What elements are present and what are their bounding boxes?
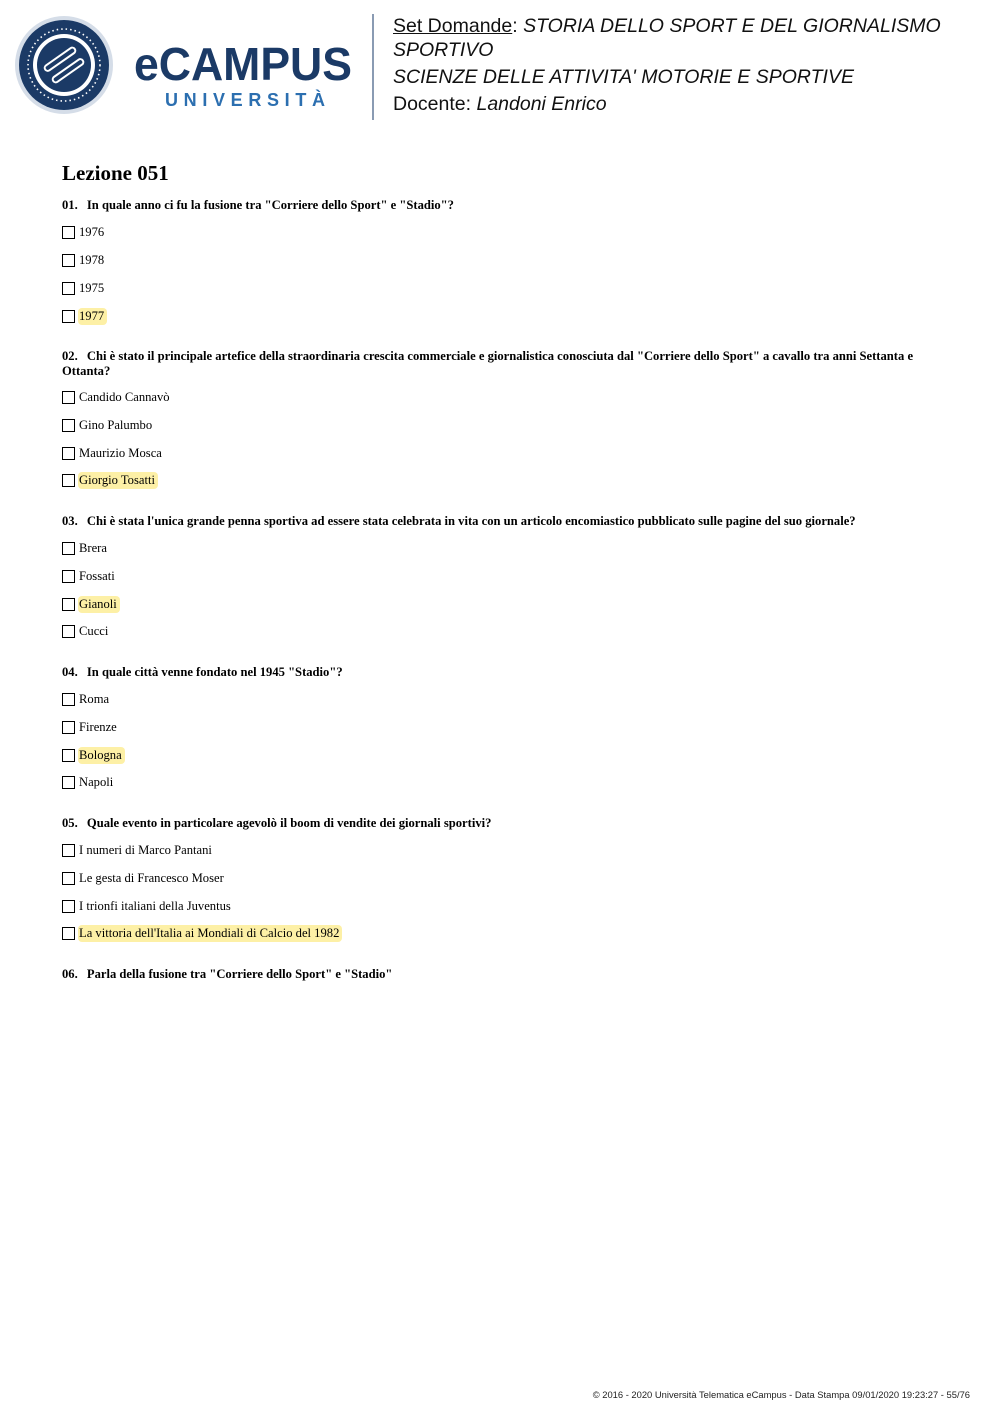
lesson-title: Lezione 051 xyxy=(62,161,169,185)
answer-checkbox[interactable] xyxy=(62,254,75,267)
answer-text: I numeri di Marco Pantani xyxy=(79,842,212,857)
answer-option[interactable] xyxy=(62,841,215,859)
answer-checkbox[interactable] xyxy=(62,844,75,857)
answer-checkbox[interactable] xyxy=(62,927,75,940)
answer-option[interactable] xyxy=(62,897,234,915)
answer-text: I trionfi italiani della Juventus xyxy=(79,898,231,913)
answer-checkbox[interactable] xyxy=(62,542,75,555)
question-text: Parla della fusione tra "Corriere dello Sport" e "Stadio" xyxy=(86,967,393,981)
question-text: Quale evento in particolare agevolò il boom di vendite dei giornali sportivi? xyxy=(86,816,492,830)
answer-option[interactable] xyxy=(62,595,120,613)
answer-checkbox[interactable] xyxy=(62,749,75,762)
answer-text: Fossati xyxy=(79,568,115,583)
answer-option[interactable] xyxy=(62,924,342,942)
course-header xyxy=(393,14,983,116)
answer-checkbox[interactable] xyxy=(62,419,75,432)
answer-option[interactable] xyxy=(62,746,125,764)
answer-option[interactable] xyxy=(62,416,155,434)
answer-checkbox[interactable] xyxy=(62,900,75,913)
answer-checkbox[interactable] xyxy=(62,721,75,734)
logo-subtext: UNIVERSITÀ xyxy=(165,90,325,110)
answer-checkbox[interactable] xyxy=(62,447,75,460)
answer-option[interactable] xyxy=(62,471,158,489)
question-number: 04. xyxy=(62,665,78,679)
answer-option[interactable] xyxy=(62,223,107,241)
question-text: In quale anno ci fu la fusione tra "Corriere dello Sport" e "Stadio"? xyxy=(86,198,454,212)
set-separator: : xyxy=(512,15,518,37)
question-text: Chi è stata l'unica grande penna sportiva ad essere stata celebrata in vita con un articolo encomiastico pubblicato sulle pagine del suo giornale? xyxy=(86,514,856,528)
question-05 xyxy=(62,816,932,831)
answer-text: 1976 xyxy=(79,224,105,239)
answer-text: Gino Palumbo xyxy=(79,417,153,432)
teacher-line xyxy=(393,92,983,116)
answer-option[interactable] xyxy=(62,773,116,791)
page-footer: © 2016 - 2020 Università Telematica eCampus - Data Stampa 09/01/2020 19:23:27 - 55/76 xyxy=(592,1389,970,1400)
answer-checkbox[interactable] xyxy=(62,226,75,239)
set-label: Set Domande xyxy=(393,15,513,37)
answer-option[interactable] xyxy=(62,718,120,736)
answer-text-highlighted: 1977 xyxy=(78,308,107,325)
course-title-line xyxy=(393,14,983,38)
question-04 xyxy=(62,665,932,680)
answer-option[interactable] xyxy=(62,567,118,585)
header-divider xyxy=(372,14,374,120)
answer-checkbox[interactable] xyxy=(62,598,75,611)
question-number: 02. xyxy=(62,349,78,363)
answer-checkbox[interactable] xyxy=(62,282,75,295)
answer-text: Firenze xyxy=(79,719,117,734)
answer-option[interactable] xyxy=(62,279,107,297)
answer-checkbox[interactable] xyxy=(62,570,75,583)
answer-checkbox[interactable] xyxy=(62,872,75,885)
answer-text: Napoli xyxy=(79,774,114,789)
question-number: 05. xyxy=(62,816,78,830)
answer-checkbox[interactable] xyxy=(62,693,75,706)
answer-option[interactable] xyxy=(62,690,112,708)
ecampus-logo xyxy=(14,14,359,118)
answer-option[interactable] xyxy=(62,388,173,406)
answer-option[interactable] xyxy=(62,251,107,269)
teacher-label: Docente: xyxy=(393,93,472,115)
answer-option[interactable] xyxy=(62,539,110,557)
answer-text: Brera xyxy=(79,540,107,555)
question-text: In quale città venne fondato nel 1945 "Stadio"? xyxy=(86,665,343,679)
answer-option[interactable] xyxy=(62,444,165,462)
answer-checkbox[interactable] xyxy=(62,474,75,487)
question-text: Chi è stato il principale artefice della straordinaria crescita commerciale e giornalistica conosciuta dal "Corriere dello Sport" a cavallo tra anni Settanta e Ottanta? xyxy=(62,349,914,378)
answer-text: Le gesta di Francesco Moser xyxy=(79,870,224,885)
answer-text-highlighted: Bologna xyxy=(78,747,125,764)
question-number: 03. xyxy=(62,514,78,528)
answer-text: Roma xyxy=(79,691,110,706)
answer-checkbox[interactable] xyxy=(62,391,75,404)
question-03 xyxy=(62,514,932,529)
answer-text-highlighted: La vittoria dell'Italia ai Mondiali di Calcio del 1982 xyxy=(78,925,342,942)
answer-text-highlighted: Gianoli xyxy=(78,596,120,613)
question-02 xyxy=(62,349,932,378)
answer-option[interactable] xyxy=(62,307,107,325)
degree-name: SCIENZE DELLE ATTIVITA' MOTORIE E SPORTIVE xyxy=(393,66,854,88)
answer-option[interactable] xyxy=(62,869,227,887)
answer-text-highlighted: Giorgio Tosatti xyxy=(78,472,158,489)
answer-checkbox[interactable] xyxy=(62,776,75,789)
answer-text: 1975 xyxy=(79,280,105,295)
answer-checkbox[interactable] xyxy=(62,625,75,638)
logo-wordmark: eCAMPUS xyxy=(134,38,352,90)
question-06 xyxy=(62,967,932,982)
course-title-cont: SPORTIVO xyxy=(393,39,494,61)
teacher-name: Landoni Enrico xyxy=(476,93,607,115)
answer-text: Maurizio Mosca xyxy=(79,445,162,460)
answer-checkbox[interactable] xyxy=(62,310,75,323)
answer-option[interactable] xyxy=(62,622,111,640)
answer-text: Cucci xyxy=(79,623,109,638)
question-number: 01. xyxy=(62,198,78,212)
question-number: 06. xyxy=(62,967,78,981)
answer-text: 1978 xyxy=(79,252,105,267)
course-title: STORIA DELLO SPORT E DEL GIORNALISMO xyxy=(523,15,941,37)
question-01 xyxy=(62,198,932,213)
answer-text: Candido Cannavò xyxy=(79,389,170,404)
